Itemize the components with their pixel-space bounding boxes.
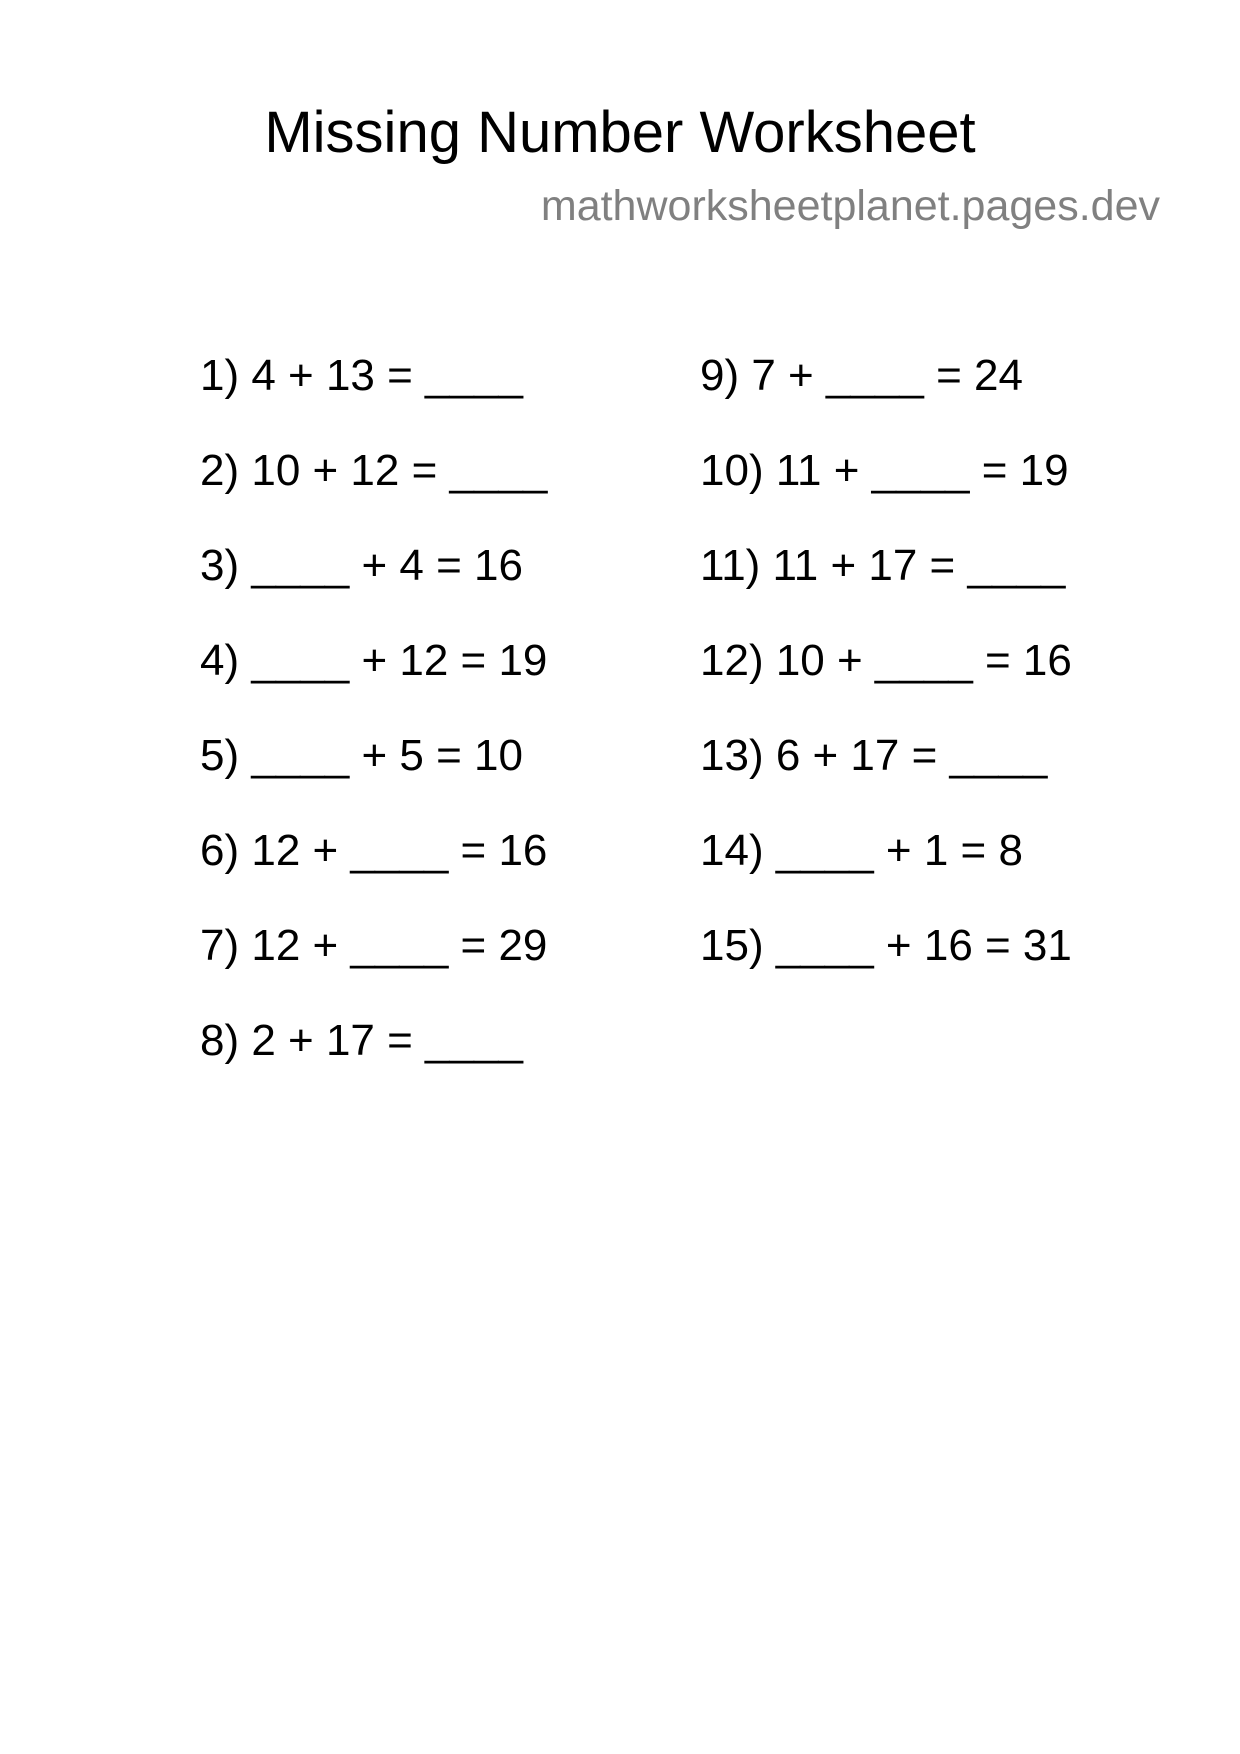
problem-column-left bbox=[200, 348, 547, 1108]
problem-6: 6) 12 + ____ = 16 bbox=[200, 826, 548, 875]
problem-11: 11) 11 + 17 = ____ bbox=[700, 541, 1066, 590]
problem-4: 4) ____ + 12 = 19 bbox=[200, 636, 548, 685]
problem-1: 1) 4 + 13 = ____ bbox=[200, 351, 523, 400]
problem-14: 14) ____ + 1 = 8 bbox=[700, 826, 1023, 875]
problem-9: 9) 7 + ____ = 24 bbox=[700, 351, 1023, 400]
problem-2: 2) 10 + 12 = ____ bbox=[200, 446, 548, 495]
problem-3: 3) ____ + 4 = 16 bbox=[200, 541, 523, 590]
problem-8: 8) 2 + 17 = ____ bbox=[200, 1016, 523, 1065]
problem-7: 7) 12 + ____ = 29 bbox=[200, 921, 548, 970]
problem-column-right bbox=[700, 348, 1072, 1013]
problem-13: 13) 6 + 17 = ____ bbox=[700, 731, 1048, 780]
page-title: Missing Number Worksheet bbox=[264, 100, 976, 165]
source-url: mathworksheetplanet.pages.dev bbox=[540, 182, 1160, 230]
problem-5: 5) ____ + 5 = 10 bbox=[200, 731, 523, 780]
problem-12: 12) 10 + ____ = 16 bbox=[700, 636, 1072, 685]
problem-10: 10) 11 + ____ = 19 bbox=[700, 446, 1069, 495]
problem-15: 15) ____ + 16 = 31 bbox=[700, 921, 1072, 970]
